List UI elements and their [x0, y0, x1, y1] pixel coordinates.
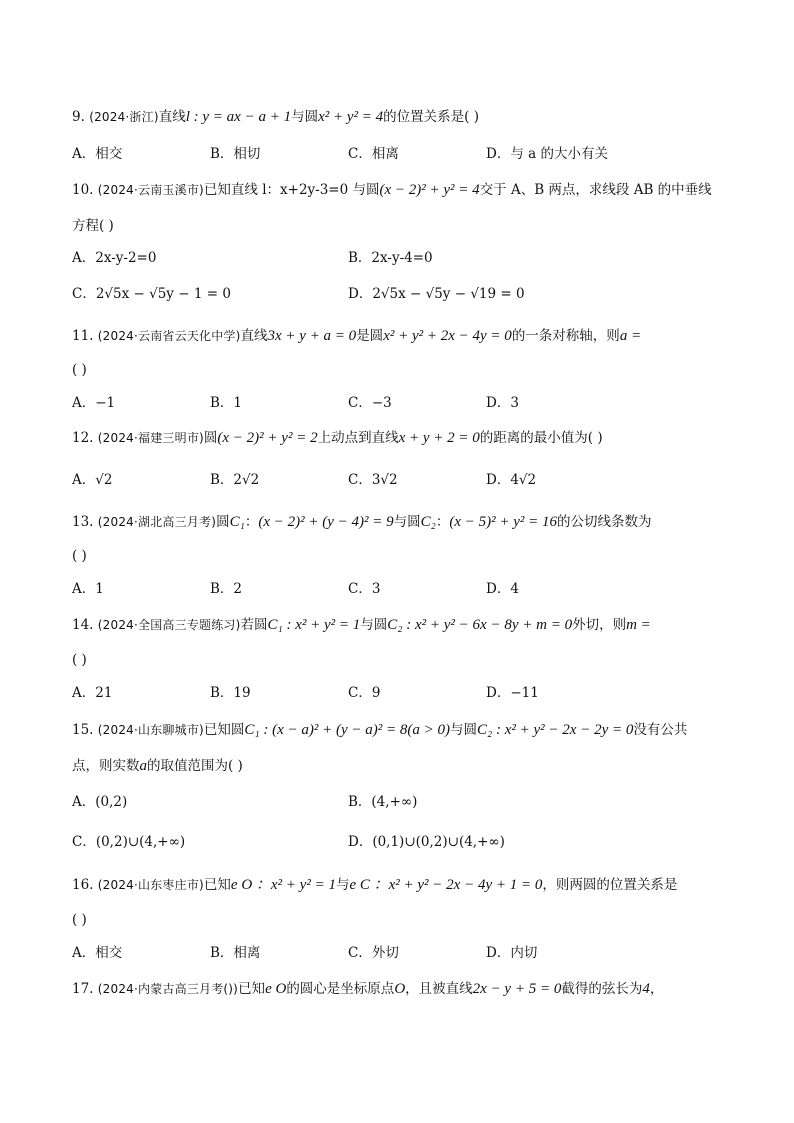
question-13-stem-line2: ( )	[72, 548, 87, 564]
question-number: 17.	[72, 981, 94, 997]
math-expression: a	[139, 758, 147, 774]
option-a[interactable]: A．1	[72, 581, 104, 597]
question-source: (2024·山东枣庄市)	[97, 878, 204, 892]
math-expression: x² + y² = 4	[318, 109, 384, 125]
option-d[interactable]: D．内切	[486, 945, 538, 961]
option-b[interactable]: B．2√2	[210, 472, 260, 488]
question-15-stem: 15. (2024·山东聊城市)已知圆C₁ : (x − a)² + (y − a)² = 8(a > 0)与圆C₂ : x² + y² − 2x − 2y = 0没有公共	[72, 722, 688, 738]
question-number: 11.	[72, 328, 94, 344]
question-15-stem-line2: 点，则实数a的取值范围为( )	[72, 758, 243, 774]
question-number: 13.	[72, 514, 94, 530]
question-source: (2024·全国高三专题练习)	[97, 618, 241, 632]
option-d[interactable]: D．4	[486, 581, 519, 597]
option-c[interactable]: C．外切	[348, 945, 399, 961]
option-b[interactable]: B．相切	[210, 146, 261, 162]
option-a[interactable]: A．(0,2)	[72, 794, 128, 810]
option-d[interactable]: D．2√5x − √5y − √19 = 0	[348, 286, 525, 302]
math-expression: x² + y² + 2x − 4y = 0	[383, 328, 512, 344]
math-expression: (x − 2)² + y² = 2	[217, 430, 318, 446]
option-c[interactable]: C．9	[348, 685, 381, 701]
math-expression: 3x + y + a = 0	[267, 328, 357, 344]
option-d[interactable]: D．(0,1)∪(0,2)∪(4,+∞)	[348, 834, 505, 850]
question-number: 12.	[72, 430, 94, 446]
question-13-stem: 13. (2024·湖北高三月考)圆C₁：(x − 2)² + (y − 4)² = 9与圆C₂：(x − 5)² + y² = 16的公切线条数为	[72, 514, 652, 530]
question-17-stem: 17. (2024·内蒙古高三月考())已知e O的圆心是坐标原点O，且被直线2x − y + 5 = 0截得的弦长为4，	[72, 981, 664, 997]
math-expression: (x − 2)² + y² = 4	[379, 182, 480, 198]
option-a[interactable]: A．21	[72, 685, 113, 701]
option-c[interactable]: C．−3	[348, 395, 392, 411]
question-11-stem-line2: ( )	[72, 362, 87, 378]
option-d[interactable]: D．与 a 的大小有关	[486, 146, 608, 162]
math-expression: C₂	[420, 514, 436, 530]
option-c[interactable]: C．3√2	[348, 472, 398, 488]
option-d[interactable]: D．3	[486, 395, 519, 411]
question-16-stem-line2: ( )	[72, 912, 87, 928]
question-number: 9.	[72, 109, 85, 125]
math-expression: e O	[265, 981, 287, 997]
question-source: (2024·浙江)	[89, 110, 159, 124]
option-a[interactable]: A．2x-y-2=0	[72, 250, 157, 266]
question-source: (2024·云南玉溪市)	[97, 183, 204, 197]
option-d[interactable]: D．4√2	[486, 472, 537, 488]
option-a[interactable]: A．相交	[72, 945, 123, 961]
option-a[interactable]: A．−1	[72, 395, 116, 411]
question-source: (2024·云南省云天化中学)	[97, 329, 241, 343]
option-d[interactable]: D．−11	[486, 685, 539, 701]
math-expression: C₂ : x² + y² − 6x − 8y + m = 0	[387, 617, 573, 633]
math-expression: C₁	[229, 514, 245, 530]
question-number: 10.	[72, 182, 94, 198]
math-expression: x + y + 2 = 0	[398, 430, 480, 446]
question-number: 14.	[72, 617, 94, 633]
option-b[interactable]: B．2x-y-4=0	[348, 250, 433, 266]
question-12-stem: 12. (2024·福建三明市)圆(x − 2)² + y² = 2上动点到直线x + y + 2 = 0的距离的最小值为( )	[72, 430, 603, 446]
option-a[interactable]: A．√2	[72, 472, 113, 488]
question-11-stem: 11. (2024·云南省云天化中学)直线3x + y + a = 0是圆x² + y² + 2x − 4y = 0的一条对称轴，则a =	[72, 328, 642, 344]
question-source: (2024·山东聊城市)	[97, 723, 204, 737]
math-expression: m =	[626, 617, 651, 633]
question-source: (2024·福建三明市)	[97, 431, 204, 445]
math-expression: C₂ : x² + y² − 2x − 2y = 0	[477, 722, 634, 738]
math-expression: 4	[642, 981, 650, 997]
option-c[interactable]: C．相离	[348, 146, 399, 162]
math-expression: l : y = ax − a + 1	[185, 109, 292, 125]
question-number: 15.	[72, 722, 94, 738]
option-b[interactable]: B．相离	[210, 945, 261, 961]
question-number: 16.	[72, 877, 94, 893]
option-b[interactable]: B．(4,+∞)	[348, 794, 418, 810]
question-source: (2024·内蒙古高三月考())	[97, 982, 239, 996]
option-b[interactable]: B．19	[210, 685, 251, 701]
question-10-stem: 10. (2024·云南玉溪市)已知直线 l：x+2y-3=0 与圆(x − 2)² + y² = 4交于 A、B 两点，求线段 AB 的中垂线	[72, 182, 712, 198]
question-14-stem-line2: ( )	[72, 652, 87, 668]
question-10-stem-line2: 方程( )	[72, 218, 114, 234]
question-source: (2024·湖北高三月考)	[97, 515, 217, 529]
math-expression: C₁ : (x − a)² + (y − a)² = 8(a > 0)	[244, 722, 451, 738]
option-c[interactable]: C．(0,2)∪(4,+∞)	[72, 834, 186, 850]
option-b[interactable]: B．2	[210, 581, 243, 597]
option-c[interactable]: C．3	[348, 581, 381, 597]
math-expression: e O ：x² + y² = 1	[230, 877, 336, 893]
option-c[interactable]: C．2√5x − √5y − 1 = 0	[72, 286, 231, 302]
math-expression: (x − 2)² + (y − 4)² = 9	[258, 514, 394, 530]
math-expression: (x − 5)² + y² = 16	[449, 514, 558, 530]
math-expression: C₁ : x² + y² = 1	[267, 617, 361, 633]
math-expression: 2x − y + 5 = 0	[472, 981, 562, 997]
question-14-stem: 14. (2024·全国高三专题练习)若圆C₁ : x² + y² = 1与圆C₂ : x² + y² − 6x − 8y + m = 0外切，则m =	[72, 617, 651, 633]
math-expression: a =	[619, 328, 642, 344]
math-expression: O	[394, 981, 406, 997]
question-9-stem: 9. (2024·浙江)直线l : y = ax − a + 1与圆x² + y² = 4的位置关系是( )	[72, 109, 479, 125]
question-16-stem: 16. (2024·山东枣庄市)已知e O ：x² + y² = 1与e C ：x² + y² − 2x − 4y + 1 = 0，则两圆的位置关系是	[72, 877, 678, 893]
option-a[interactable]: A．相交	[72, 146, 123, 162]
option-b[interactable]: B．1	[210, 395, 243, 411]
math-expression: e C ：x² + y² − 2x − 4y + 1 = 0	[349, 877, 543, 893]
